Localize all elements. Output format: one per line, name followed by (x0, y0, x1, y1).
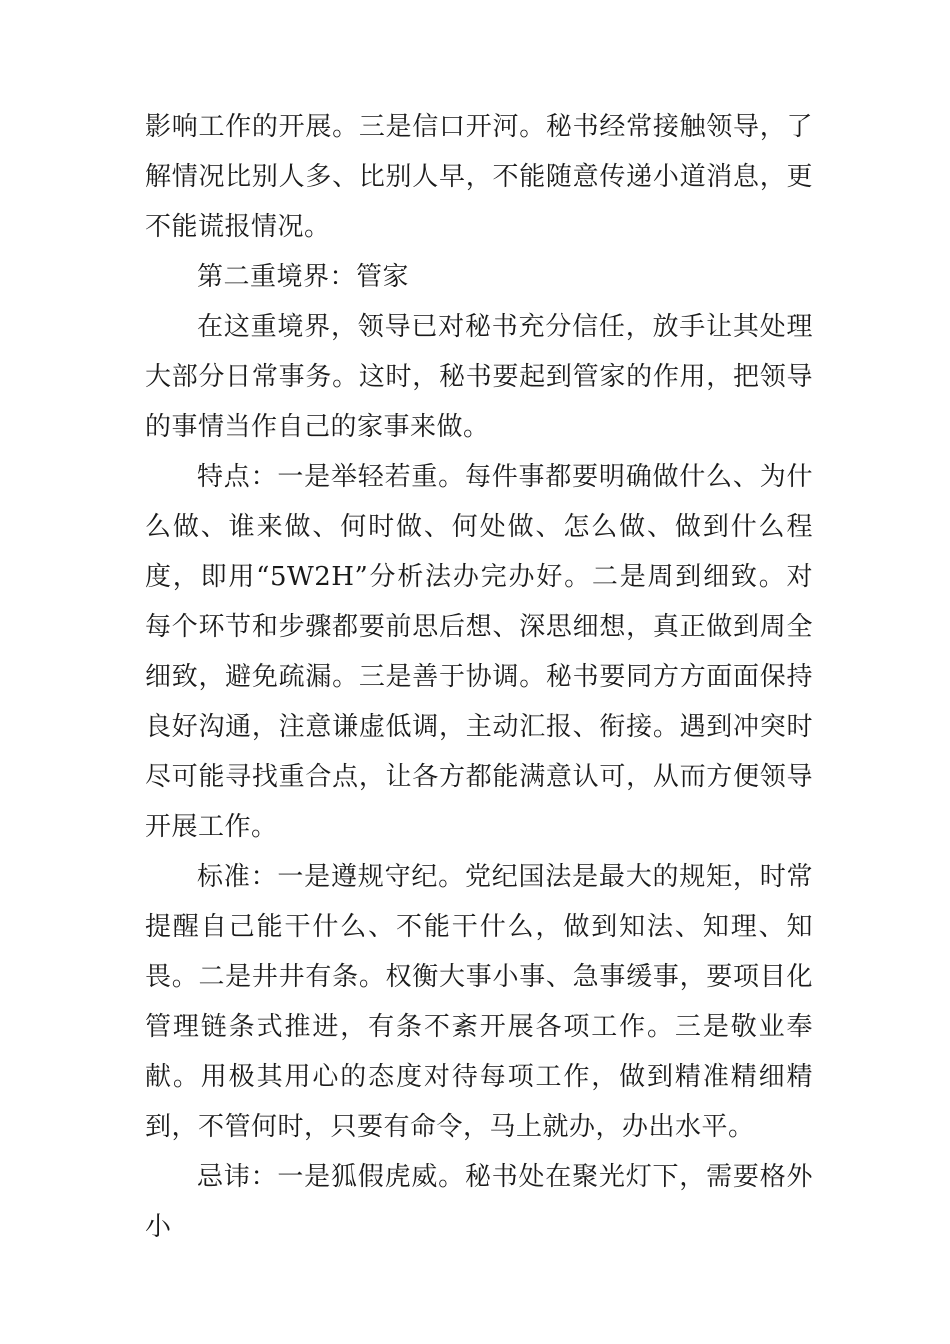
document-body (145, 102, 813, 1252)
section-heading: 第二重境界：管家 (197, 262, 410, 292)
paragraph-taboos: 忌讳：一是狐假虎威。秘书处在聚光灯下，需要格外小 (145, 1162, 813, 1242)
paragraph-intro: 在这重境界，领导已对秘书充分信任，放手让其处理大部分日常事务。这时，秘书要起到管家的作用，把领导的事情当作自己的家事来做。 (145, 312, 813, 442)
paragraph-continuation: 影响工作的开展。三是信口开河。秘书经常接触领导，了解情况比别人多、比别人早，不能随意传递小道消息，更不能谎报情况。 (145, 112, 813, 242)
paragraph-features: 特点：一是举轻若重。每件事都要明确做什么、为什么做、谁来做、何时做、何处做、怎么做、做到什么程度，即用“5W2H”分析法办完办好。二是周到细致。对每个环节和步骤都要前思后想、深思细想，真正做到周全细致，避免疏漏。三是善于协调。秘书要同方方面面保持良好沟通，注意谦虚低调，主动汇报、衔接。遇到冲突时尽可能寻找重合点，让各方都能满意认可，从而方便领导开展工作。 (145, 462, 813, 842)
paragraph-standards: 标准：一是遵规守纪。党纪国法是最大的规矩，时常提醒自己能干什么、不能干什么，做到知法、知理、知畏。二是井井有条。权衡大事小事、急事缓事，要项目化管理链条式推进，有条不紊开展各项工作。三是敬业奉献。用极其用心的态度对待每项工作，做到精准精细精到，不管何时，只要有命令，马上就办，办出水平。 (145, 862, 813, 1142)
